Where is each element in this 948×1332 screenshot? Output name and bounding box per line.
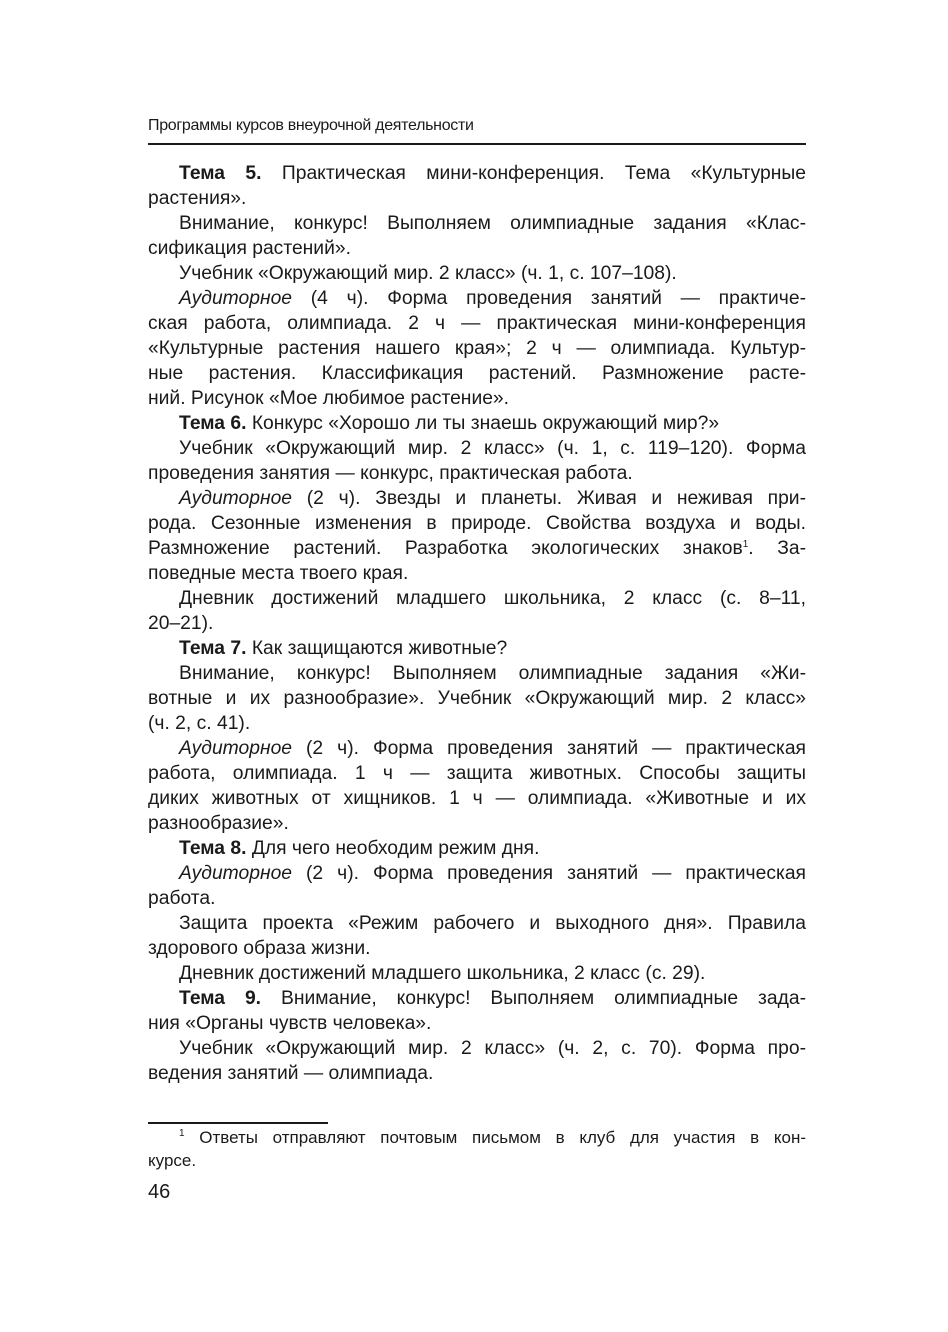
topic-label: Тема 5. <box>179 163 262 184</box>
paragraph-line: Аудиторное (2 ч). Форма проведения занятий — практическая <box>179 738 806 759</box>
topic-label: Тема 7. <box>179 638 247 659</box>
page-number: 46 <box>148 1181 171 1203</box>
paragraph-line: разнообразие». <box>148 813 289 834</box>
paragraph-line: сификация растений». <box>148 238 351 259</box>
paragraph-line: Учебник «Окружающий мир. 2 класс» (ч. 2, с. 70). Форма про- <box>179 1038 806 1059</box>
paragraph-line: Тема 7. Как защищаются животные? <box>179 638 508 659</box>
topic-label: Тема 9. <box>179 988 262 1009</box>
paragraph-line: Дневник достижений младшего школьника, 2 класс (с. 8–11, <box>179 588 806 609</box>
italic-term: Аудиторное <box>179 738 293 759</box>
paragraph-line: (ч. 2, с. 41). <box>148 713 251 734</box>
footnote-ref[interactable]: 1 <box>742 539 749 550</box>
footnote-marker: 1 <box>179 1128 185 1139</box>
paragraph-line: Аудиторное (2 ч). Форма проведения занятий — практическая <box>179 863 806 884</box>
italic-term: Аудиторное <box>179 863 293 884</box>
paragraph-line: ний. Рисунок «Мое любимое растение». <box>148 388 510 409</box>
paragraph-line: Тема 8. Для чего необходим режим дня. <box>179 838 540 859</box>
footnote-rule <box>148 1122 328 1124</box>
paragraph-line: работа. <box>148 888 216 909</box>
header-rule <box>148 143 806 145</box>
paragraph-line: ния «Органы чувств человека». <box>148 1013 432 1034</box>
paragraph-line: Учебник «Окружающий мир. 2 класс» (ч. 1, с. 119–120). Форма <box>179 438 806 459</box>
paragraph-line: Учебник «Окружающий мир. 2 класс» (ч. 1, с. 107–108). <box>179 263 677 284</box>
paragraph-line: здорового образа жизни. <box>148 938 371 959</box>
italic-term: Аудиторное <box>179 288 293 309</box>
paragraph-line: Тема 9. Внимание, конкурс! Выполняем олимпиадные зада- <box>179 988 806 1009</box>
paragraph-line: Внимание, конкурс! Выполняем олимпиадные задания «Жи- <box>179 663 806 684</box>
topic-label: Тема 6. <box>179 413 247 434</box>
paragraph-line: Тема 6. Конкурс «Хорошо ли ты знаешь окружающий мир?» <box>179 413 720 434</box>
paragraph-line: проведения занятия — конкурс, практическая работа. <box>148 463 633 484</box>
paragraph-line: вотные и их разнообразие». Учебник «Окружающий мир. 2 класс» <box>148 688 806 709</box>
paragraph-line: рода. Сезонные изменения в природе. Свойства воздуха и воды. <box>148 513 806 534</box>
paragraph-line: ская работа, олимпиада. 2 ч — практическая мини-конференция <box>148 313 806 334</box>
paragraph-line: Размножение растений. Разработка экологических знаков$^1$. За- <box>148 538 806 559</box>
italic-term: Аудиторное <box>179 488 293 509</box>
footnote <box>148 1126 806 1172</box>
paragraph-line: поведные места твоего края. <box>148 563 409 584</box>
paragraph-line: ведения занятий — олимпиада. <box>148 1063 434 1084</box>
page-body <box>148 161 806 1086</box>
paragraph-line: ные растения. Классификация растений. Размножение расте- <box>148 363 806 384</box>
footnote-line: $^1$ Ответы отправляют почтовым письмом в клуб для участия в кон- <box>179 1128 806 1147</box>
paragraph-line: Тема 5. Практическая мини-конференция. Тема «Культурные <box>179 163 806 184</box>
paragraph-line: Дневник достижений младшего школьника, 2 класс (с. 29). <box>179 963 706 984</box>
paragraph-line: работа, олимпиада. 1 ч — защита животных. Способы защиты <box>148 763 806 784</box>
paragraph-line: Аудиторное (4 ч). Форма проведения занятий — практиче- <box>179 288 806 309</box>
paragraph-line: растения». <box>148 188 247 209</box>
paragraph-line: Внимание, конкурс! Выполняем олимпиадные задания «Клас- <box>179 213 806 234</box>
paragraph-line: Защита проекта «Режим рабочего и выходного дня». Правила <box>179 913 806 934</box>
topic-label: Тема 8. <box>179 838 247 859</box>
paragraph-line: 20–21). <box>148 613 214 634</box>
running-header: Программы курсов внеурочной деятельности <box>148 117 474 134</box>
paragraph-line: Аудиторное (2 ч). Звезды и планеты. Живая и неживая при- <box>179 488 806 509</box>
paragraph-line: диких животных от хищников. 1 ч — олимпиада. «Животные и их <box>148 788 806 809</box>
paragraph-line: «Культурные растения нашего края»; 2 ч — олимпиада. Культур- <box>148 338 806 359</box>
footnote-line: курсе. <box>148 1151 197 1170</box>
